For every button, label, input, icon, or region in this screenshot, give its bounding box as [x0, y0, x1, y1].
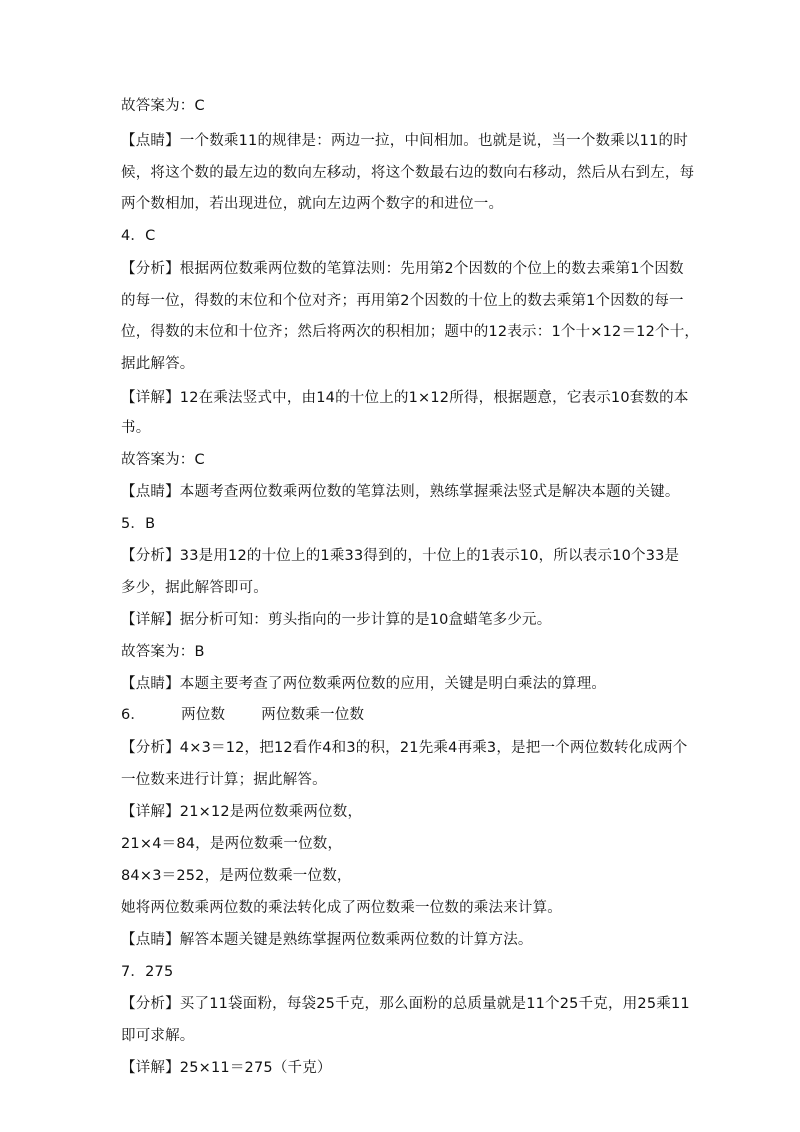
question-6-line [121, 706, 681, 724]
text-line: 即可求解。 [121, 1028, 195, 1044]
text-line: 的每一位，得数的末位和个位对齐；再用第2个因数的十位上的数去乘第1个因数的每一 [121, 293, 684, 309]
text-line: 候，将这个数的最左边的数向左移动，将这个数最右边的数向右移动，然后从右到左，每 [121, 165, 695, 181]
text-line: 【分析】买了11袋面粉，每袋25千克，那么面粉的总质量就是11个25千克，用25乘11 [121, 996, 690, 1012]
question-number: 4．C [121, 228, 156, 244]
text-line: 书。 [121, 420, 151, 436]
text-line: 故答案为：B [121, 644, 205, 660]
text-line: 【点睛】解答本题关键是熟练掌握两位数乘两位数的计算方法。 [121, 932, 533, 948]
text-line: 两个数相加，若出现进位，就向左边两个数字的和进位一。 [121, 196, 504, 212]
text-line: 【详解】21×12是两位数乘两位数， [121, 804, 363, 820]
text-line: 【分析】根据两位数乘两位数的笔算法则：先用第2个因数的个位上的数去乘第1个因数 [121, 261, 684, 277]
text-line: 【点睛】本题主要考查了两位数乘两位数的应用，关键是明白乘法的算理。 [121, 676, 607, 692]
answer-blank-2: 两位数乘一位数 [261, 707, 365, 723]
text-line: 【点睛】一个数乘11的规律是：两边一拉，中间相加。也就是说，当一个数乘以11的时 [121, 133, 688, 149]
text-line: 【详解】12在乘法竖式中，由14的十位上的1×12所得，根据题意，它表示10套数的本 [121, 390, 689, 406]
question-number: 6． [121, 707, 146, 723]
text-line: 她将两位数乘两位数的乘法转化成了两位数乘一位数的乘法来计算。 [121, 900, 562, 916]
text-line: 多少，据此解答即可。 [121, 580, 268, 596]
text-line: 位，得数的末位和十位齐；然后将两次的积相加；题中的12表示：1个十×12＝12个十， [121, 324, 700, 340]
text-line: 84×3＝252，是两位数乘一位数， [121, 868, 352, 884]
text-line: 据此解答。 [121, 356, 195, 372]
answer-blank-1: 两位数 [181, 707, 226, 723]
text-line: 【详解】25×11＝275（千克） [121, 1060, 332, 1076]
text-line: 【分析】33是用12的十位上的1乘33得到的，十位上的1表示10，所以表示10个33是 [121, 548, 680, 564]
text-line: 【分析】4×3＝12，把12看作4和3的积，21先乘4再乘3，是把一个两位数转化成两个 [121, 740, 688, 756]
text-line: 一位数来进行计算；据此解答。 [121, 772, 327, 788]
text-line: 【点睛】本题考查两位数乘两位数的笔算法则，熟练掌握乘法竖式是解决本题的关键。 [121, 484, 680, 500]
text-line: 21×4＝84，是两位数乘一位数， [121, 836, 343, 852]
question-number: 7．275 [121, 964, 174, 980]
text-line: 故答案为：C [121, 98, 205, 114]
text-line: 【详解】据分析可知：剪头指向的一步计算的是10盒蜡笔多少元。 [121, 612, 552, 628]
text-line: 故答案为：C [121, 452, 205, 468]
question-number: 5．B [121, 516, 156, 532]
